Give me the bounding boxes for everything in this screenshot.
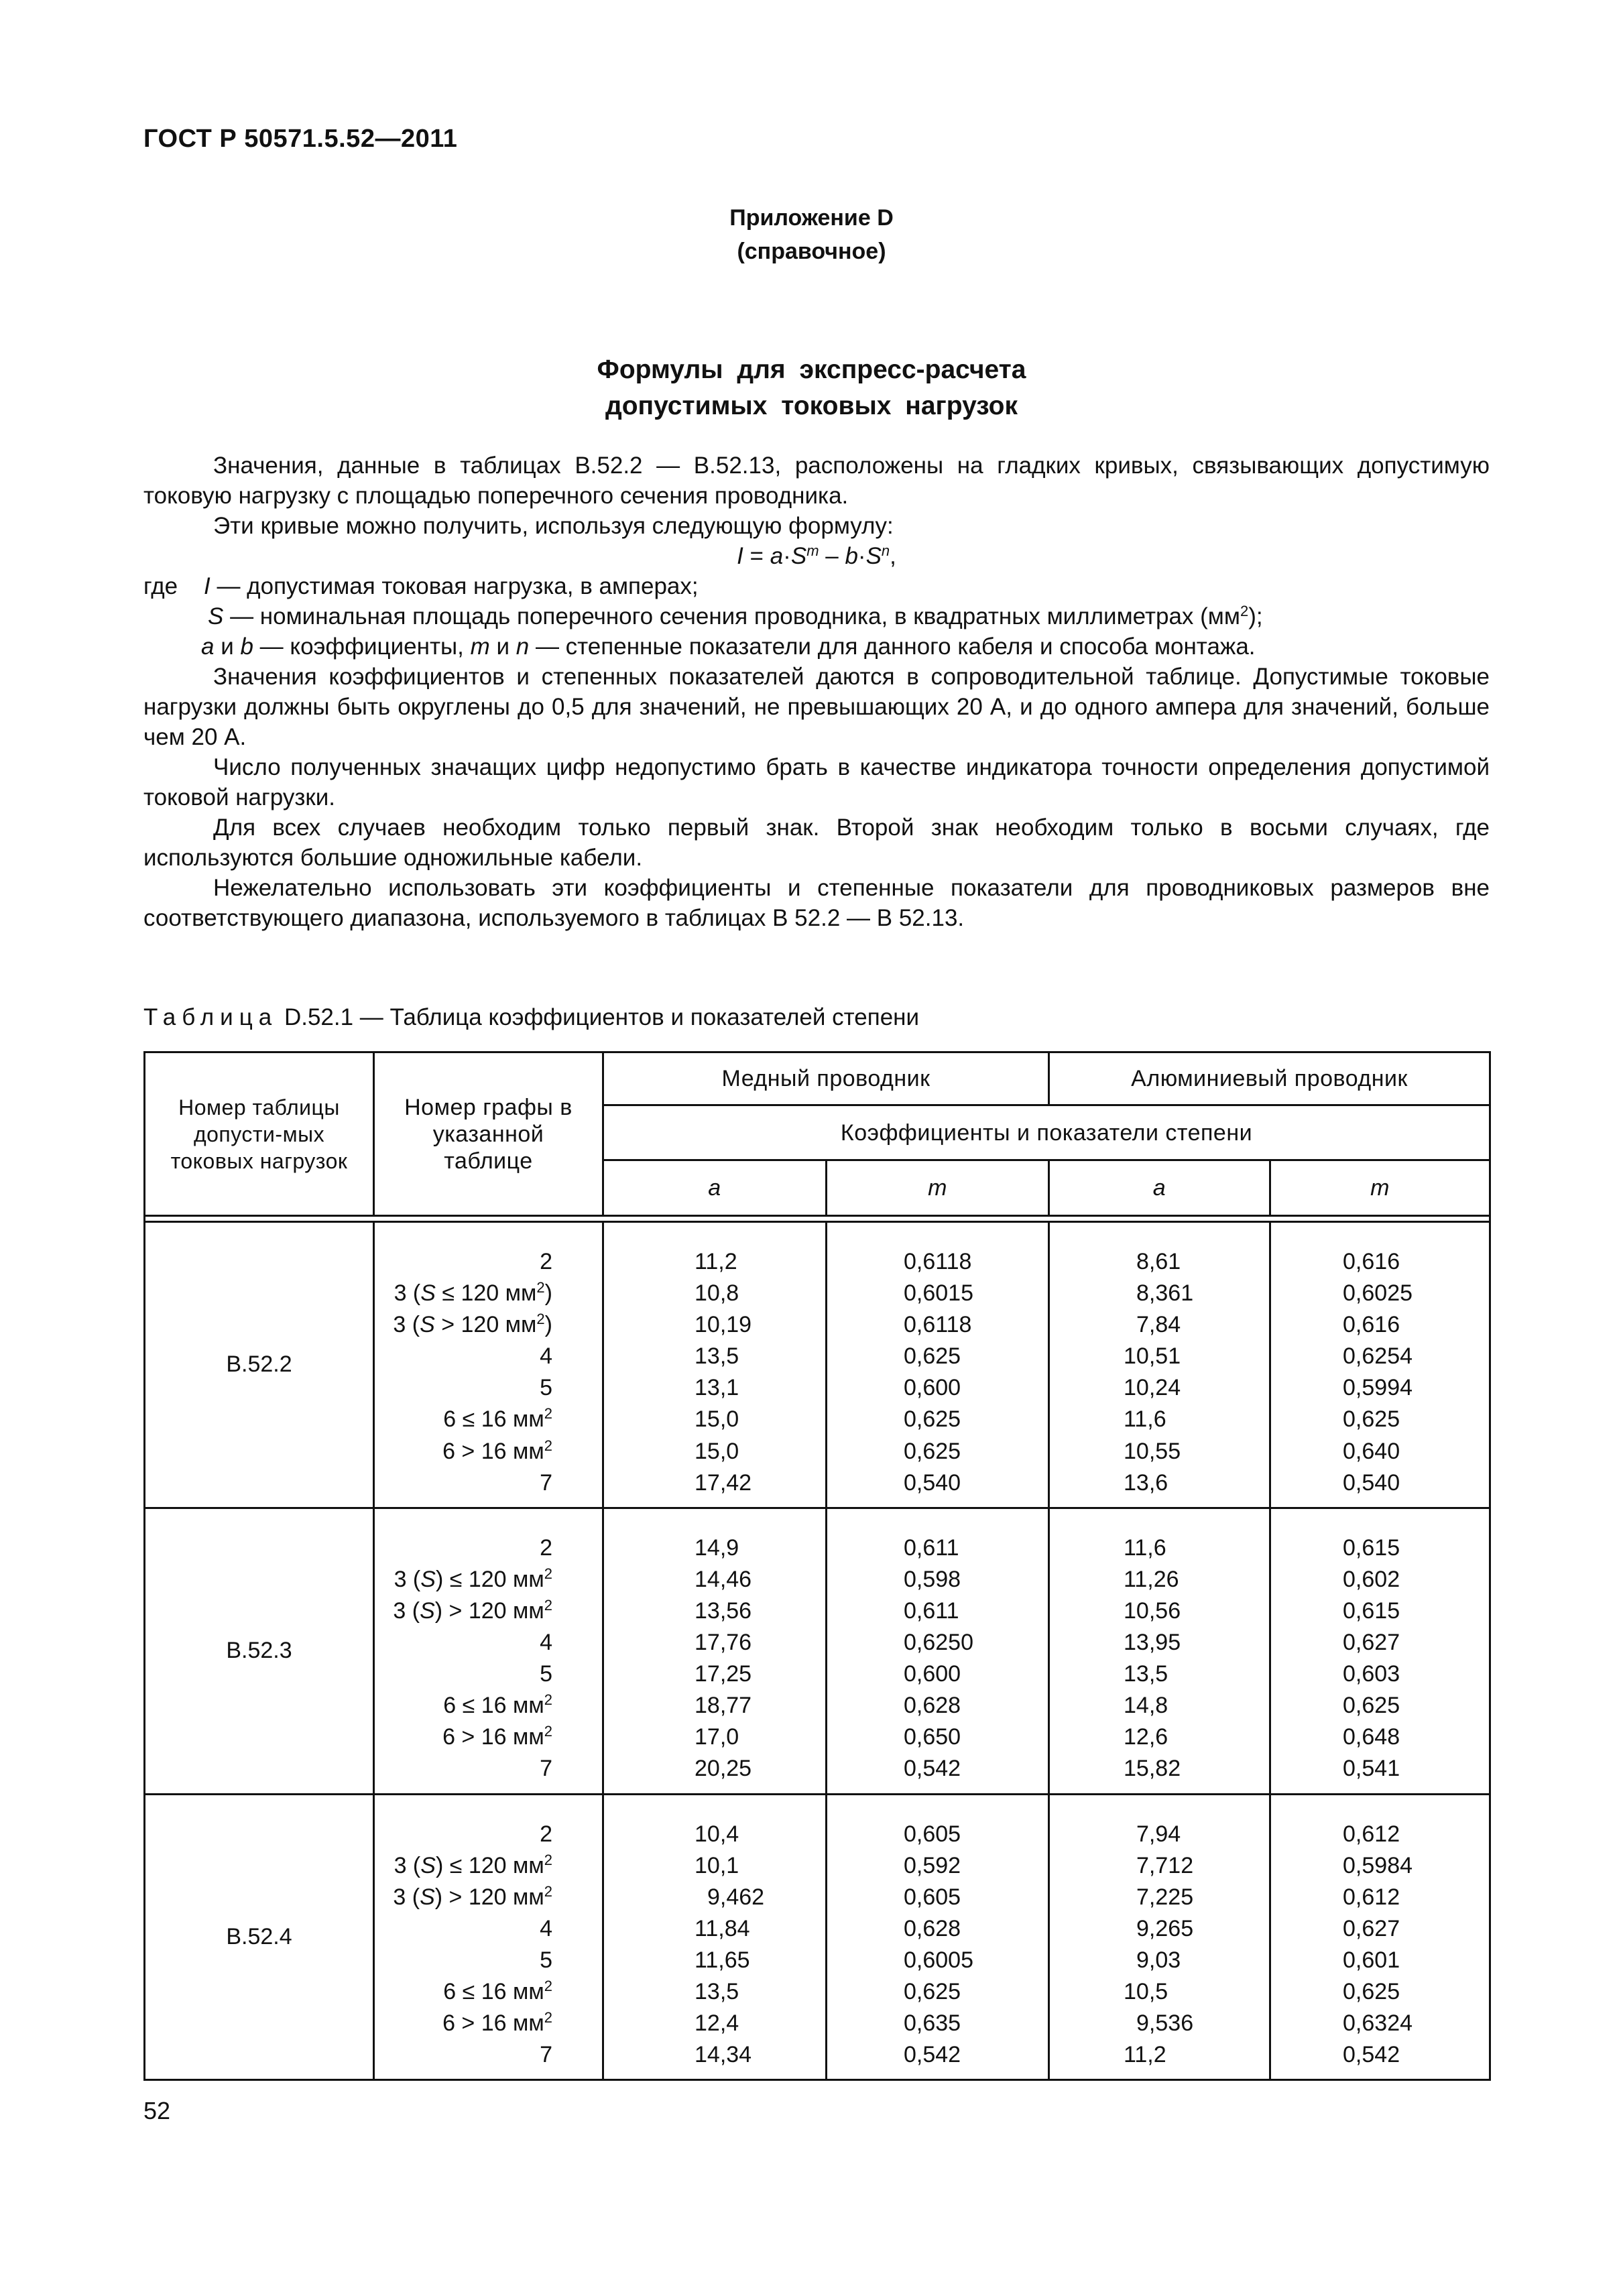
column-number-value: 3 (S > 120 $мм^2$) bbox=[393, 1311, 552, 1338]
aluminium-m-value: 0,612 bbox=[1343, 1884, 1400, 1910]
copper-m-value: 0,6005 bbox=[904, 1947, 973, 1973]
aluminium-a-value: 8,361 bbox=[1136, 1280, 1194, 1307]
column-number-value: 3 (S) ≤ 120 $мм^2$ bbox=[394, 1565, 552, 1592]
table-caption bbox=[143, 1004, 919, 1031]
table-number-cell: B.52.3 bbox=[145, 1508, 374, 1794]
section-title bbox=[0, 352, 1623, 424]
copper-m-value: 0,6015 bbox=[904, 1280, 973, 1307]
aluminium-a-value: 14,8 bbox=[1124, 1693, 1168, 1719]
copper-m-value: 0,628 bbox=[904, 1915, 961, 1941]
aluminium-m-value: 0,542 bbox=[1343, 2042, 1400, 2068]
appendix-label: Приложение D bbox=[729, 205, 894, 231]
aluminium-m-value: 0,603 bbox=[1343, 1661, 1400, 1687]
copper-m-value: 0,598 bbox=[904, 1566, 961, 1592]
aluminium-m-value: 0,627 bbox=[1343, 1915, 1400, 1941]
copper-a-value: 15,0 bbox=[695, 1438, 739, 1464]
copper-a-value: 11,2 bbox=[695, 1249, 737, 1274]
copper-m-value: 0,611 bbox=[904, 1597, 959, 1624]
copper-a-value: 17,25 bbox=[695, 1661, 752, 1687]
formula: $I = a\cdot S^m - b\cdot S^n$, bbox=[737, 542, 896, 569]
copper-m-value: 0,625 bbox=[904, 1406, 961, 1433]
copper-m-value: 0,6118 bbox=[904, 1249, 972, 1274]
document-header: ГОСТ Р 50571.5.52—2011 bbox=[143, 125, 458, 153]
copper-m-value: 0,6250 bbox=[904, 1630, 973, 1656]
table-caption-word: Таблица bbox=[143, 1004, 278, 1030]
copper-a-value: 11,84 bbox=[695, 1915, 750, 1941]
column-number-value: 3 (S ≤ 120 $мм^2$) bbox=[394, 1279, 552, 1307]
copper-a-value: 17,0 bbox=[695, 1724, 739, 1750]
copper-m-value: 0,625 bbox=[904, 1438, 961, 1464]
copper-a-value: 14,9 bbox=[695, 1534, 739, 1561]
column-number-value: 6 ≤ 16 $мм^2$ bbox=[443, 1405, 552, 1433]
legend-current: где I — допустимая токовая нагрузка, в амперах; bbox=[143, 573, 699, 599]
appendix-type: (справочное) bbox=[737, 239, 886, 264]
column-number-value: 6 ≤ 16 $мм^2$ bbox=[443, 1977, 552, 2004]
header-coefficients: Коэффициенты и показатели степени bbox=[603, 1105, 1490, 1160]
column-number-value: 4 bbox=[540, 1915, 552, 1941]
aluminium-m-value: 0,602 bbox=[1343, 1566, 1400, 1592]
aluminium-m-value: 0,640 bbox=[1343, 1438, 1400, 1464]
aluminium-a-value: 13,5 bbox=[1124, 1661, 1168, 1687]
copper-a-value: 9,462 bbox=[707, 1884, 765, 1910]
aluminium-m-value: 0,625 bbox=[1343, 1978, 1400, 2004]
copper-m-value: 0,650 bbox=[904, 1724, 961, 1750]
paragraph-2: Эти кривые можно получить, используя следующую формулу: bbox=[213, 513, 894, 539]
column-number-value: 7 bbox=[540, 2042, 552, 2068]
aluminium-m-value: 0,616 bbox=[1343, 1312, 1400, 1338]
copper-a-value: 14,46 bbox=[695, 1566, 752, 1592]
aluminium-m-value: 0,601 bbox=[1343, 1947, 1400, 1973]
column-number-value: 2 bbox=[540, 1534, 552, 1561]
aluminium-a-value: 11,2 bbox=[1124, 2042, 1166, 2068]
column-number-cell bbox=[374, 1222, 603, 1508]
aluminium-a-value: 13,95 bbox=[1124, 1630, 1181, 1656]
aluminium-m-value: 0,615 bbox=[1343, 1597, 1400, 1624]
table-caption-text: D.52.1 — Таблица коэффициентов и показателей степени bbox=[278, 1004, 920, 1030]
aluminium-a-value: 8,61 bbox=[1136, 1249, 1181, 1274]
copper-a-value: 20,25 bbox=[695, 1756, 752, 1782]
aluminium-m-value: 0,616 bbox=[1343, 1249, 1400, 1274]
copper-m-value: 0,635 bbox=[904, 2010, 961, 2037]
aluminium-m-value: 0,648 bbox=[1343, 1724, 1400, 1750]
table-row-group bbox=[145, 1508, 1490, 1794]
column-number-value: 5 bbox=[540, 1661, 552, 1687]
aluminium-a-value: 9,03 bbox=[1136, 1947, 1181, 1973]
copper-m-value: 0,628 bbox=[904, 1693, 961, 1719]
header-aluminium-m: m bbox=[1270, 1160, 1490, 1216]
copper-a-value: 17,42 bbox=[695, 1469, 752, 1496]
header-copper: Медный проводник bbox=[603, 1052, 1049, 1105]
column-number-value: 3 (S) > 120 $мм^2$ bbox=[393, 1882, 552, 1910]
aluminium-m-value: 0,6324 bbox=[1343, 2010, 1413, 2037]
table-number-cell: B.52.4 bbox=[145, 1794, 374, 2080]
title-line-1: Формулы для экспресс-расчета bbox=[597, 355, 1026, 384]
aluminium-a-value: 10,55 bbox=[1124, 1438, 1181, 1464]
copper-m-value: 0,6118 bbox=[904, 1312, 972, 1338]
aluminium-a-value: 10,24 bbox=[1124, 1375, 1181, 1401]
copper-a-cell bbox=[603, 1222, 827, 1508]
copper-m-cell bbox=[827, 1508, 1049, 1794]
aluminium-m-value: 0,625 bbox=[1343, 1693, 1400, 1719]
paragraph-4: Число полученных значащих цифр недопустимо брать в качестве индикатора точности определения допустимой токовой нагрузки. bbox=[143, 754, 1490, 810]
header-aluminium: Алюминиевый проводник bbox=[1049, 1052, 1490, 1105]
column-number-value: 5 bbox=[540, 1375, 552, 1401]
aluminium-m-value: 0,615 bbox=[1343, 1534, 1400, 1561]
column-number-value: 6 > 16 $мм^2$ bbox=[442, 1723, 552, 1750]
copper-m-value: 0,540 bbox=[904, 1469, 961, 1496]
column-number-value: 2 bbox=[540, 1249, 552, 1274]
coefficients-table-wrapper bbox=[143, 1051, 1491, 2081]
aluminium-a-value: 7,84 bbox=[1136, 1312, 1181, 1338]
appendix-heading bbox=[0, 201, 1623, 268]
aluminium-a-value: 11,26 bbox=[1124, 1566, 1179, 1592]
copper-a-value: 10,1 bbox=[695, 1852, 739, 1878]
column-number-value: 7 bbox=[540, 1469, 552, 1496]
column-number-value: 6 > 16 $мм^2$ bbox=[442, 2009, 552, 2037]
aluminium-a-value: 9,265 bbox=[1136, 1915, 1194, 1941]
copper-a-value: 14,34 bbox=[695, 2042, 752, 2068]
column-number-cell bbox=[374, 1794, 603, 2080]
aluminium-m-value: 0,5994 bbox=[1343, 1375, 1413, 1401]
header-copper-a: a bbox=[603, 1160, 827, 1216]
aluminium-a-value: 15,82 bbox=[1124, 1756, 1181, 1782]
copper-a-cell bbox=[603, 1794, 827, 2080]
copper-a-value: 11,65 bbox=[695, 1947, 750, 1973]
copper-a-value: 18,77 bbox=[695, 1693, 752, 1719]
paragraph-5: Для всех случаев необходим только первый знак. Второй знак необходим только в восьми случаях, где используются большие одножильные кабели. bbox=[143, 814, 1490, 871]
aluminium-a-value: 10,5 bbox=[1124, 1978, 1168, 2004]
copper-a-value: 13,1 bbox=[695, 1375, 739, 1401]
aluminium-m-value: 0,6254 bbox=[1343, 1343, 1413, 1370]
aluminium-m-value: 0,5984 bbox=[1343, 1852, 1413, 1878]
copper-a-cell bbox=[603, 1508, 827, 1794]
legend-area: S — номинальная площадь поперечного сечения проводника, в квадратных миллиметрах $(мм^2)$; bbox=[208, 603, 1263, 629]
copper-m-value: 0,605 bbox=[904, 1821, 961, 1847]
copper-a-value: 13,5 bbox=[695, 1978, 739, 2004]
paragraph-1: Значения, данные в таблицах В.52.2 — В.52.13, расположены на гладких кривых, связывающих допустимую токовую нагрузку с площадью поперечного сечения проводника. bbox=[143, 452, 1490, 509]
aluminium-a-value: 7,712 bbox=[1136, 1852, 1194, 1878]
table-row-group bbox=[145, 1222, 1490, 1508]
copper-m-value: 0,600 bbox=[904, 1661, 961, 1687]
copper-m-value: 0,600 bbox=[904, 1375, 961, 1401]
aluminium-m-value: 0,6025 bbox=[1343, 1280, 1413, 1307]
column-number-value: 4 bbox=[540, 1343, 552, 1370]
header-aluminium-a: a bbox=[1049, 1160, 1270, 1216]
copper-a-value: 13,56 bbox=[695, 1597, 752, 1624]
aluminium-m-cell bbox=[1270, 1508, 1490, 1794]
aluminium-m-value: 0,612 bbox=[1343, 1821, 1400, 1847]
aluminium-a-value: 12,6 bbox=[1124, 1724, 1168, 1750]
page-number: 52 bbox=[143, 2097, 171, 2124]
copper-a-value: 10,8 bbox=[695, 1280, 739, 1307]
copper-m-value: 0,542 bbox=[904, 1756, 961, 1782]
aluminium-a-cell bbox=[1049, 1794, 1270, 2080]
copper-a-value: 15,0 bbox=[695, 1406, 739, 1433]
copper-m-value: 0,592 bbox=[904, 1852, 961, 1878]
aluminium-m-cell bbox=[1270, 1794, 1490, 2080]
column-number-value: 4 bbox=[540, 1630, 552, 1656]
copper-m-value: 0,625 bbox=[904, 1978, 961, 2004]
header-table-number: Номер таблицы допусти-мых токовых нагрузок bbox=[145, 1052, 374, 1216]
header-column-number: Номер графы в указанной таблице bbox=[374, 1052, 603, 1216]
aluminium-m-value: 0,625 bbox=[1343, 1406, 1400, 1433]
aluminium-a-value: 10,56 bbox=[1124, 1597, 1181, 1624]
column-number-value: 7 bbox=[540, 1756, 552, 1782]
aluminium-m-value: 0,540 bbox=[1343, 1469, 1400, 1496]
copper-a-value: 13,5 bbox=[695, 1343, 739, 1370]
aluminium-m-cell bbox=[1270, 1222, 1490, 1508]
copper-m-value: 0,605 bbox=[904, 1884, 961, 1910]
copper-m-cell bbox=[827, 1222, 1049, 1508]
copper-a-value: 10,4 bbox=[695, 1821, 739, 1847]
copper-m-value: 0,611 bbox=[904, 1534, 959, 1561]
aluminium-a-value: 9,536 bbox=[1136, 2010, 1194, 2037]
header-copper-m: m bbox=[827, 1160, 1049, 1216]
column-number-value: 3 (S) > 120 $мм^2$ bbox=[393, 1596, 552, 1624]
aluminium-a-cell bbox=[1049, 1222, 1270, 1508]
copper-m-value: 0,542 bbox=[904, 2042, 961, 2068]
aluminium-a-value: 13,6 bbox=[1124, 1469, 1168, 1496]
body-text bbox=[143, 450, 1490, 933]
aluminium-a-value: 10,51 bbox=[1124, 1343, 1181, 1370]
title-line-2: допустимых токовых нагрузок bbox=[605, 391, 1018, 420]
aluminium-a-value: 7,225 bbox=[1136, 1884, 1194, 1910]
column-number-cell bbox=[374, 1508, 603, 1794]
aluminium-a-value: 7,94 bbox=[1136, 1821, 1181, 1847]
aluminium-m-value: 0,541 bbox=[1343, 1756, 1400, 1782]
column-number-value: 5 bbox=[540, 1947, 552, 1973]
aluminium-a-value: 11,6 bbox=[1124, 1534, 1166, 1561]
column-number-value: 3 (S) ≤ 120 $мм^2$ bbox=[394, 1851, 552, 1878]
column-number-value: 6 ≤ 16 $мм^2$ bbox=[443, 1691, 552, 1719]
legend-coefficients: a и b — коэффициенты, m и n — степенные показатели для данного кабеля и способа монтажа. bbox=[201, 633, 1256, 660]
column-number-value: 6 > 16 $мм^2$ bbox=[442, 1437, 552, 1464]
column-number-value: 2 bbox=[540, 1821, 552, 1847]
table-number-cell: B.52.2 bbox=[145, 1222, 374, 1508]
copper-a-value: 17,76 bbox=[695, 1630, 752, 1656]
paragraph-6: Нежелательно использовать эти коэффициенты и степенные показатели для проводниковых размеров вне соответствующего диапазона, используемого в таблицах В 52.2 — В 52.13. bbox=[143, 875, 1490, 931]
aluminium-a-value: 11,6 bbox=[1124, 1406, 1166, 1433]
coefficients-table bbox=[143, 1051, 1491, 2081]
copper-a-value: 12,4 bbox=[695, 2010, 739, 2037]
copper-m-cell bbox=[827, 1794, 1049, 2080]
aluminium-a-cell bbox=[1049, 1508, 1270, 1794]
paragraph-3: Значения коэффициентов и степенных показателей даются в сопроводительной таблице. Допустимые токовые нагрузки должны быть округлены до 0,5 для значений, не превышающих 20 А, и до одного ампера для значений, больше чем 20 А. bbox=[143, 664, 1490, 750]
copper-m-value: 0,625 bbox=[904, 1343, 961, 1370]
aluminium-m-value: 0,627 bbox=[1343, 1630, 1400, 1656]
table-row-group bbox=[145, 1794, 1490, 2080]
copper-a-value: 10,19 bbox=[695, 1312, 752, 1338]
